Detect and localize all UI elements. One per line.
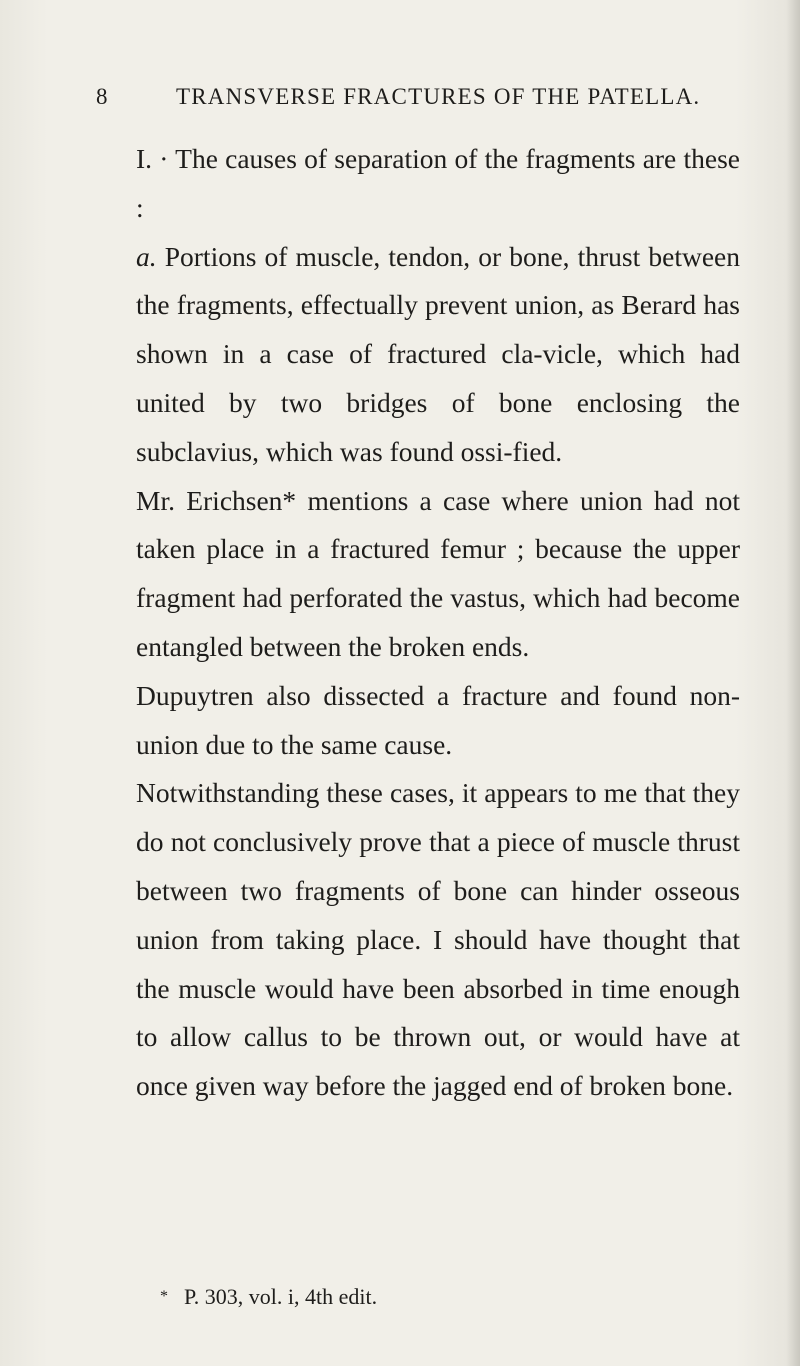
paragraph-text: Dupuytren also dissected a fracture and found non-union due to the same cause. — [136, 679, 740, 760]
page-edge-shadow — [786, 0, 800, 1366]
paragraph-text: Notwithstanding these cases, it appears to me that they do not conclusively prove that a piece of muscle thrust between two fragments of bone can hinder osseous union from taking place. I should have thought that the muscle would have been absorbed in time enough to allow callus to be thrown out, or would have at once given way before the jagged end of broken bone. — [136, 777, 740, 1102]
body-text — [136, 135, 740, 1111]
paragraph-text: Mr. Erichsen* mentions a case where union had not taken place in a fractured femur ; because the upper fragment had perforated the vastus, which had become entangled between the broken ends. — [136, 484, 740, 662]
paragraph-notwithstanding — [136, 769, 740, 1111]
paragraph-causes — [136, 135, 740, 233]
footnote — [160, 1282, 744, 1312]
page-header — [96, 84, 756, 118]
paragraph-portions — [136, 233, 740, 477]
page-number: 8 — [96, 84, 109, 109]
paragraph-erichsen — [136, 477, 740, 672]
running-head: TRANSVERSE FRACTURES OF THE PATELLA. — [176, 84, 701, 109]
footnote-text: P. 303, vol. i, 4th edit. — [184, 1284, 378, 1309]
paragraph-text: I. · The causes of separation of the fragments are these : — [136, 143, 740, 223]
footnote-mark: * — [160, 1288, 168, 1305]
paragraph-label: a. — [136, 240, 157, 272]
paragraph-text: Portions of muscle, tendon, or bone, thrust between the fragments, effectually prevent union, as Berard has shown in a case of fractured cla-vicle, which had united by two bridges of bone enclosing the subclavius, which was found ossi-fied. — [136, 240, 740, 467]
paragraph-dupuytren — [136, 672, 740, 770]
